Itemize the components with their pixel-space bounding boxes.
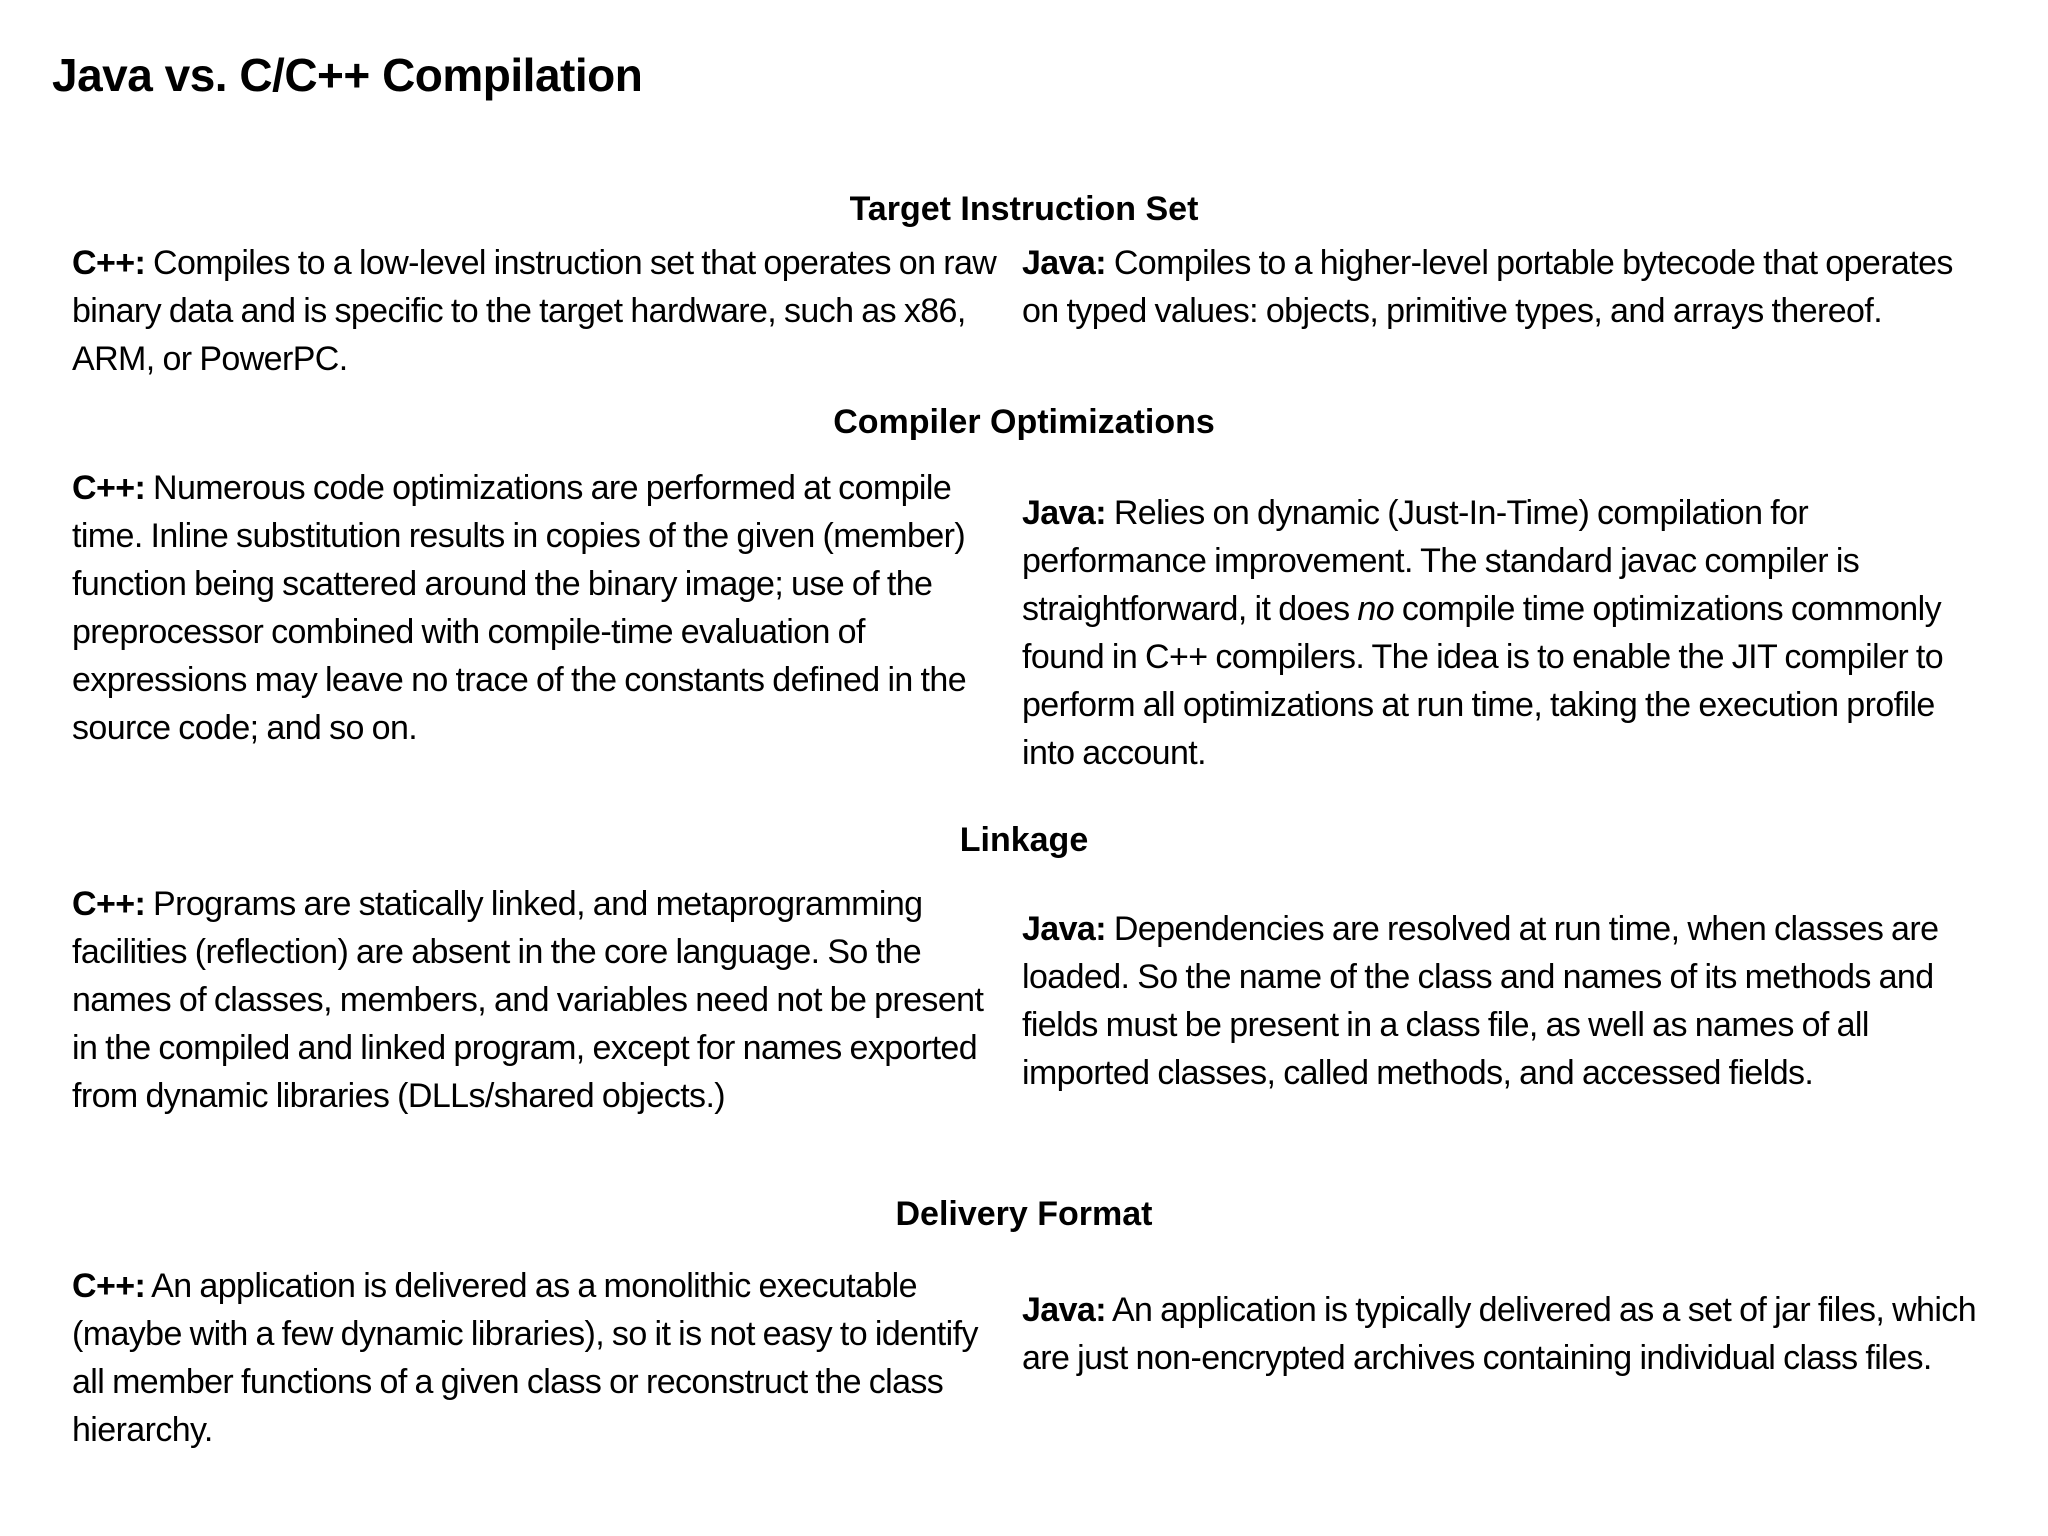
cpp-label: C++:	[72, 244, 146, 282]
cpp-delivery-format	[72, 1262, 1012, 1454]
java-target-instruction-set	[1022, 239, 1982, 335]
cpp-delivery-format-text: An application is delivered as a monolithic executable (maybe with a few dynamic libraries), so it is not easy to identify all member functions of a given class or reconstruct the class hierarchy.	[72, 1267, 978, 1449]
java-compiler-optimizations	[1022, 489, 1982, 777]
section-heading-target-instruction-set: Target Instruction Set	[849, 190, 1199, 228]
java-label: Java:	[1022, 244, 1106, 282]
cpp-compiler-optimizations-text: Numerous code optimizations are performed at compile time. Inline substitution results in copies of the given (member) function being scattered around the binary image; use of the preprocessor combined with compile-time evaluation of expressions may leave no trace of the constants defined in the source code; and so on.	[72, 469, 967, 747]
java-delivery-format	[1022, 1286, 1982, 1382]
java-compiler-optimizations-text: Relies on dynamic (Just-In-Time) compilation for performance improvement. The standard javac compiler is straightforward, it does	[1022, 494, 1860, 628]
java-linkage-text: Dependencies are resolved at run time, when classes are loaded. So the name of the class and names of its methods and fields must be present in a class file, as well as names of all imported classes, called methods, and accessed fields.	[1022, 910, 1939, 1092]
cpp-target-instruction-set-text: Compiles to a low-level instruction set that operates on raw binary data and is specific to the target hardware, such as x86, ARM, or PowerPC.	[72, 244, 997, 378]
cpp-linkage-text: Programs are statically linked, and metaprogramming facilities (reflection) are absent in the core language. So the names of classes, members, and variables need not be present in the compiled and linked program, except for names exported from dynamic libraries (DLLs/shared objects.)	[72, 885, 984, 1115]
cpp-linkage	[72, 880, 1012, 1120]
cpp-label: C++:	[72, 469, 146, 507]
java-target-instruction-set-text: Compiles to a higher-level portable bytecode that operates on typed values: objects, primitive types, and arrays thereof.	[1022, 244, 1953, 330]
cpp-compiler-optimizations	[72, 464, 1012, 752]
section-heading-delivery-format: Delivery Format	[895, 1195, 1153, 1233]
section-heading-compiler-optimizations: Compiler Optimizations	[833, 403, 1215, 441]
slide-title: Java vs. C/C++ Compilation	[52, 49, 643, 101]
java-delivery-format-text: An application is typically delivered as a set of jar files, which are just non-encrypted archives containing individual class files.	[1022, 1291, 1977, 1377]
cpp-label: C++:	[72, 885, 146, 923]
java-linkage	[1022, 905, 1982, 1097]
java-label: Java:	[1022, 494, 1106, 532]
java-label: Java:	[1022, 910, 1106, 948]
section-heading-linkage: Linkage	[959, 821, 1089, 859]
cpp-target-instruction-set	[72, 239, 1012, 383]
cpp-label: C++:	[72, 1267, 146, 1305]
java-compiler-optimizations-emphasis: no	[1357, 590, 1395, 628]
java-compiler-optimizations-text-rest: compile time optimizations commonly found in C++ compilers. The idea is to enable the JIT compiler to perform all optimizations at run time, taking the execution profile into account.	[1022, 590, 1944, 772]
java-label: Java:	[1022, 1291, 1106, 1329]
